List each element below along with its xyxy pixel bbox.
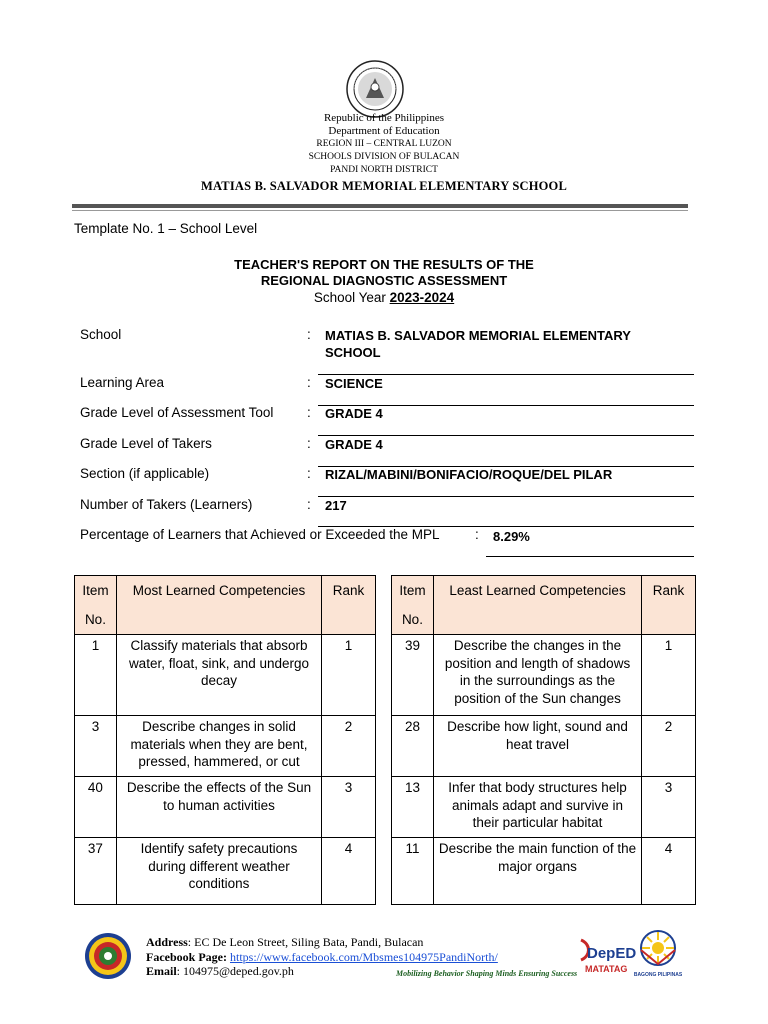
rank-cell: 2 bbox=[322, 716, 376, 777]
item-no-cell: 37 bbox=[75, 838, 117, 905]
item-no-header bbox=[75, 576, 117, 635]
rank-header bbox=[322, 576, 376, 635]
competency-header bbox=[116, 576, 321, 635]
school-name-header: MATIAS B. SALVADOR MEMORIAL ELEMENTARY SCHOOL bbox=[200, 179, 568, 193]
item-no-cell: 3 bbox=[75, 716, 117, 777]
republic-text: Republic of the Philippines bbox=[323, 112, 445, 124]
email-value: : 104975@deped.gov.ph bbox=[176, 964, 294, 978]
learning-area-value: SCIENCE bbox=[325, 376, 383, 391]
colon: : bbox=[307, 327, 311, 342]
rank-cell: 1 bbox=[642, 635, 696, 716]
takers-label: Number of Takers (Learners) bbox=[80, 497, 253, 512]
least-learned-table bbox=[391, 575, 696, 905]
rank-cell: 4 bbox=[642, 838, 696, 905]
rank-cell: 1 bbox=[322, 635, 376, 716]
school-year-label: School Year bbox=[313, 290, 390, 305]
learning-area-label: Learning Area bbox=[80, 375, 165, 390]
item-no-cell: 11 bbox=[392, 838, 434, 905]
deped-logo-text: DepED bbox=[587, 945, 637, 962]
facebook-link[interactable]: https://www.facebook.com/Mbsmes104975PandiNorth/ bbox=[229, 949, 498, 964]
takers-value: 217 bbox=[325, 498, 347, 513]
no-header-text: No. bbox=[401, 612, 423, 627]
table-header-row bbox=[75, 576, 376, 635]
school-seal-icon bbox=[84, 932, 132, 980]
colon: : bbox=[307, 466, 311, 481]
deped-matatag-logo bbox=[577, 936, 637, 982]
grade-tool-label: Grade Level of Assessment Tool bbox=[80, 405, 274, 420]
address-line bbox=[146, 935, 498, 950]
competency-cell: Describe the main function of the major organs bbox=[433, 838, 641, 905]
table-row bbox=[75, 838, 376, 905]
grade-tool-value: GRADE 4 bbox=[325, 406, 383, 421]
table-row bbox=[392, 838, 696, 905]
header-divider bbox=[72, 204, 688, 208]
bagong-pilipinas-text: BAGONG PILIPINAS bbox=[633, 972, 683, 978]
table-row bbox=[392, 635, 696, 716]
rank-cell: 2 bbox=[642, 716, 696, 777]
underline bbox=[486, 556, 694, 557]
table-header-row bbox=[392, 576, 696, 635]
school-label: School bbox=[80, 327, 122, 342]
school-year-value: 2023-2024 bbox=[389, 290, 455, 305]
report-title-line1: TEACHER'S REPORT ON THE RESULTS OF THE bbox=[234, 257, 534, 272]
item-header-text: Item bbox=[82, 583, 109, 598]
table-row bbox=[75, 716, 376, 777]
item-no-cell: 40 bbox=[75, 777, 117, 838]
section-label: Section (if applicable) bbox=[80, 466, 210, 481]
section-value: RIZAL/MABINI/BONIFACIO/ROQUE/DEL PILAR bbox=[325, 467, 613, 482]
competency-cell: Describe changes in solid materials when they are bent, pressed, hammered, or cut bbox=[116, 716, 321, 777]
colon: : bbox=[307, 405, 311, 420]
competency-cell: Infer that body structures help animals adapt and survive in their particular habitat bbox=[433, 777, 641, 838]
competency-header-text: Most Learned Competencies bbox=[132, 583, 306, 598]
colon: : bbox=[307, 497, 311, 512]
most-learned-table bbox=[74, 575, 376, 905]
address-label: Address bbox=[146, 935, 188, 949]
rank-cell: 4 bbox=[322, 838, 376, 905]
school-year bbox=[0, 289, 768, 306]
competency-cell: Describe the effects of the Sun to human activities bbox=[116, 777, 321, 838]
competency-header-text: Least Learned Competencies bbox=[449, 583, 626, 598]
report-title-line2: REGIONAL DIAGNOSTIC ASSESSMENT bbox=[260, 273, 508, 288]
department-text: Department of Education bbox=[328, 125, 440, 137]
header-divider-thin bbox=[72, 210, 688, 211]
rank-cell: 3 bbox=[642, 777, 696, 838]
competency-cell: Describe how light, sound and heat travel bbox=[433, 716, 641, 777]
matatag-logo-text: MATATAG bbox=[585, 964, 628, 974]
competency-cell: Classify materials that absorb water, float, sink, and undergo decay bbox=[116, 635, 321, 716]
rank-header bbox=[642, 576, 696, 635]
table-row bbox=[75, 635, 376, 716]
item-no-cell: 28 bbox=[392, 716, 434, 777]
address-value: : EC De Leon Street, Siling Bata, Pandi, Bulacan bbox=[187, 935, 424, 949]
rank-header-text: Rank bbox=[332, 583, 365, 598]
template-number: Template No. 1 – School Level bbox=[74, 221, 258, 236]
table-row bbox=[392, 716, 696, 777]
deped-seal-icon bbox=[346, 60, 404, 118]
no-header-text: No. bbox=[84, 612, 106, 627]
colon: : bbox=[307, 436, 311, 451]
facebook-label: Facebook Page: bbox=[146, 949, 227, 964]
item-no-cell: 1 bbox=[75, 635, 117, 716]
competency-cell: Identify safety precautions during different weather conditions bbox=[116, 838, 321, 905]
colon: : bbox=[307, 375, 311, 390]
letterhead bbox=[0, 112, 768, 194]
school-value: MATIAS B. SALVADOR MEMORIAL ELEMENTARY SCHOOL bbox=[325, 328, 631, 360]
grade-takers-value: GRADE 4 bbox=[325, 437, 383, 452]
item-no-cell: 39 bbox=[392, 635, 434, 716]
underline bbox=[318, 496, 694, 497]
report-title bbox=[0, 257, 768, 306]
table-row bbox=[75, 777, 376, 838]
item-header-text: Item bbox=[399, 583, 426, 598]
rank-header-text: Rank bbox=[652, 583, 685, 598]
mpl-label: Percentage of Learners that Achieved or Exceeded the MPL bbox=[80, 527, 440, 542]
school-motto: Mobilizing Behavior Shaping Minds Ensuring Success bbox=[396, 969, 578, 978]
bagong-pilipinas-logo bbox=[633, 930, 683, 982]
competency-cell: Describe the changes in the position and length of shadows in the surroundings as the position of the Sun changes bbox=[433, 635, 641, 716]
grade-takers-label: Grade Level of Takers bbox=[80, 436, 212, 451]
mpl-value: 8.29% bbox=[493, 529, 530, 544]
colon: : bbox=[475, 527, 479, 542]
item-no-cell: 13 bbox=[392, 777, 434, 838]
item-no-header bbox=[392, 576, 434, 635]
rank-cell: 3 bbox=[322, 777, 376, 838]
competency-header bbox=[433, 576, 641, 635]
division-text: SCHOOLS DIVISION OF BULACAN bbox=[308, 152, 460, 162]
email-label: Email bbox=[146, 964, 177, 978]
district-text: PANDI NORTH DISTRICT bbox=[330, 165, 438, 175]
region-text: REGION III – CENTRAL LUZON bbox=[316, 139, 452, 149]
facebook-line bbox=[146, 950, 498, 965]
table-row bbox=[392, 777, 696, 838]
